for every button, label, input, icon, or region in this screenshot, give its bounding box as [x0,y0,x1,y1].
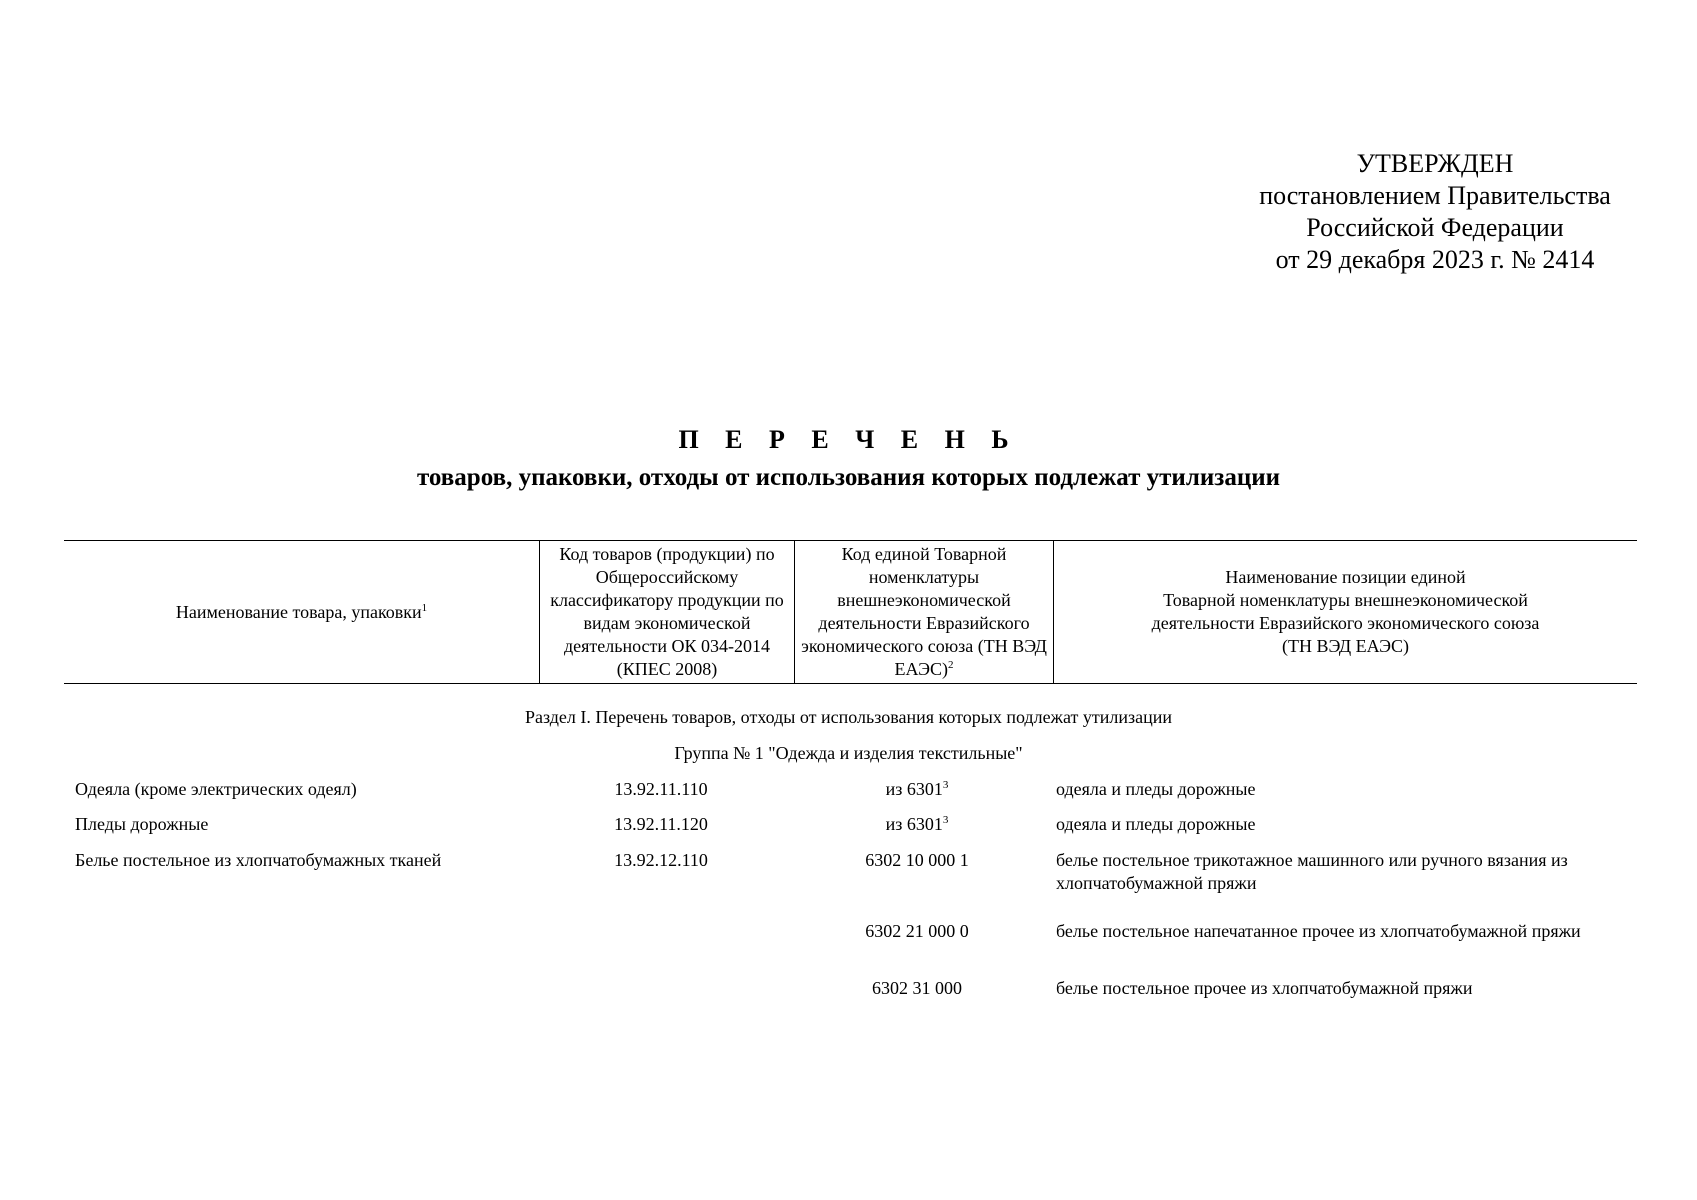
row-tnved-description: белье постельное прочее из хлопчатобумажной пряжи [1056,978,1473,998]
footnote-mark: 1 [421,601,428,614]
approval-stamp: УТВЕРЖДЕН [1356,149,1514,178]
row-okpd-code: 13.92.11.110 [614,779,708,799]
document-title: П Е Р Е Ч Е Н Ь [678,425,1019,454]
header-tnved-code-text: Код единой Товарной номенклатуры внешнеэкономической деятельности Евразийского экономического союза (ТН ВЭД ЕАЭС) [801,544,1047,679]
header-okpd-code: Код товаров (продукции) по Общероссийскому классификатору продукции по видам экономической деятельности ОК 034-2014 (КПЕС 2008) [540,541,795,684]
row-tnved-code: 6302 31 000 [872,978,962,998]
row-tnved-description: белье постельное трикотажное машинного или ручного вязания из хлопчатобумажной пряжи [1056,850,1568,893]
table-header [64,540,1637,684]
row-tnved-code: 6302 21 000 0 [865,921,969,941]
row-product-name: Пледы дорожные [75,814,209,834]
approval-line-federation: Российской Федерации [1306,213,1564,242]
row-tnved-code: 6302 10 000 1 [865,850,969,870]
approval-line-date: от 29 декабря 2023 г. № 2414 [1275,245,1595,274]
header-tnved-name-line: деятельности Евразийского экономического союза [1151,613,1540,633]
row-tnved-description: одеяла и пледы дорожные [1056,779,1256,799]
header-tnved-name [1054,541,1638,684]
header-tnved-name-line: (ТН ВЭД ЕАЭС) [1281,636,1410,656]
header-row [64,541,1637,684]
document-subtitle: товаров, упаковки, отходы от использования которых подлежат утилизации [416,464,1281,491]
header-tnved-name-line: Наименование позиции единой [1225,567,1466,587]
header-product-name-text: Наименование товара, упаковки [175,601,422,622]
row-product-name: Белье постельное из хлопчатобумажных тканей [75,850,442,870]
header-tnved-code [795,541,1054,684]
row-tnved-code-text: из 6301 [885,814,943,834]
row-okpd-code: 13.92.11.120 [614,814,708,834]
row-tnved-description: одеяла и пледы дорожные [1056,814,1256,834]
row-product-name: Одеяла (кроме электрических одеял) [75,779,357,799]
approval-line-resolution: постановлением Правительства [1259,181,1611,210]
row-tnved-description: белье постельное напечатанное прочее из хлопчатобумажной пряжи [1056,921,1581,941]
group-heading: Группа № 1 "Одежда и изделия текстильные" [674,743,1023,763]
footnote-mark: 3 [942,814,949,826]
footnote-mark: 2 [947,659,954,671]
row-tnved-code-text: из 6301 [885,779,943,799]
section-heading: Раздел I. Перечень товаров, отходы от использования которых подлежат утилизации [524,707,1172,727]
header-tnved-name-line: Товарной номенклатуры внешнеэкономической [1163,590,1528,610]
header-product-name [64,541,540,684]
row-okpd-code: 13.92.12.110 [614,850,708,870]
approval-block [1195,148,1675,276]
row-tnved-code [788,778,1046,801]
row-tnved-code [788,813,1046,836]
footnote-mark: 3 [942,779,949,791]
